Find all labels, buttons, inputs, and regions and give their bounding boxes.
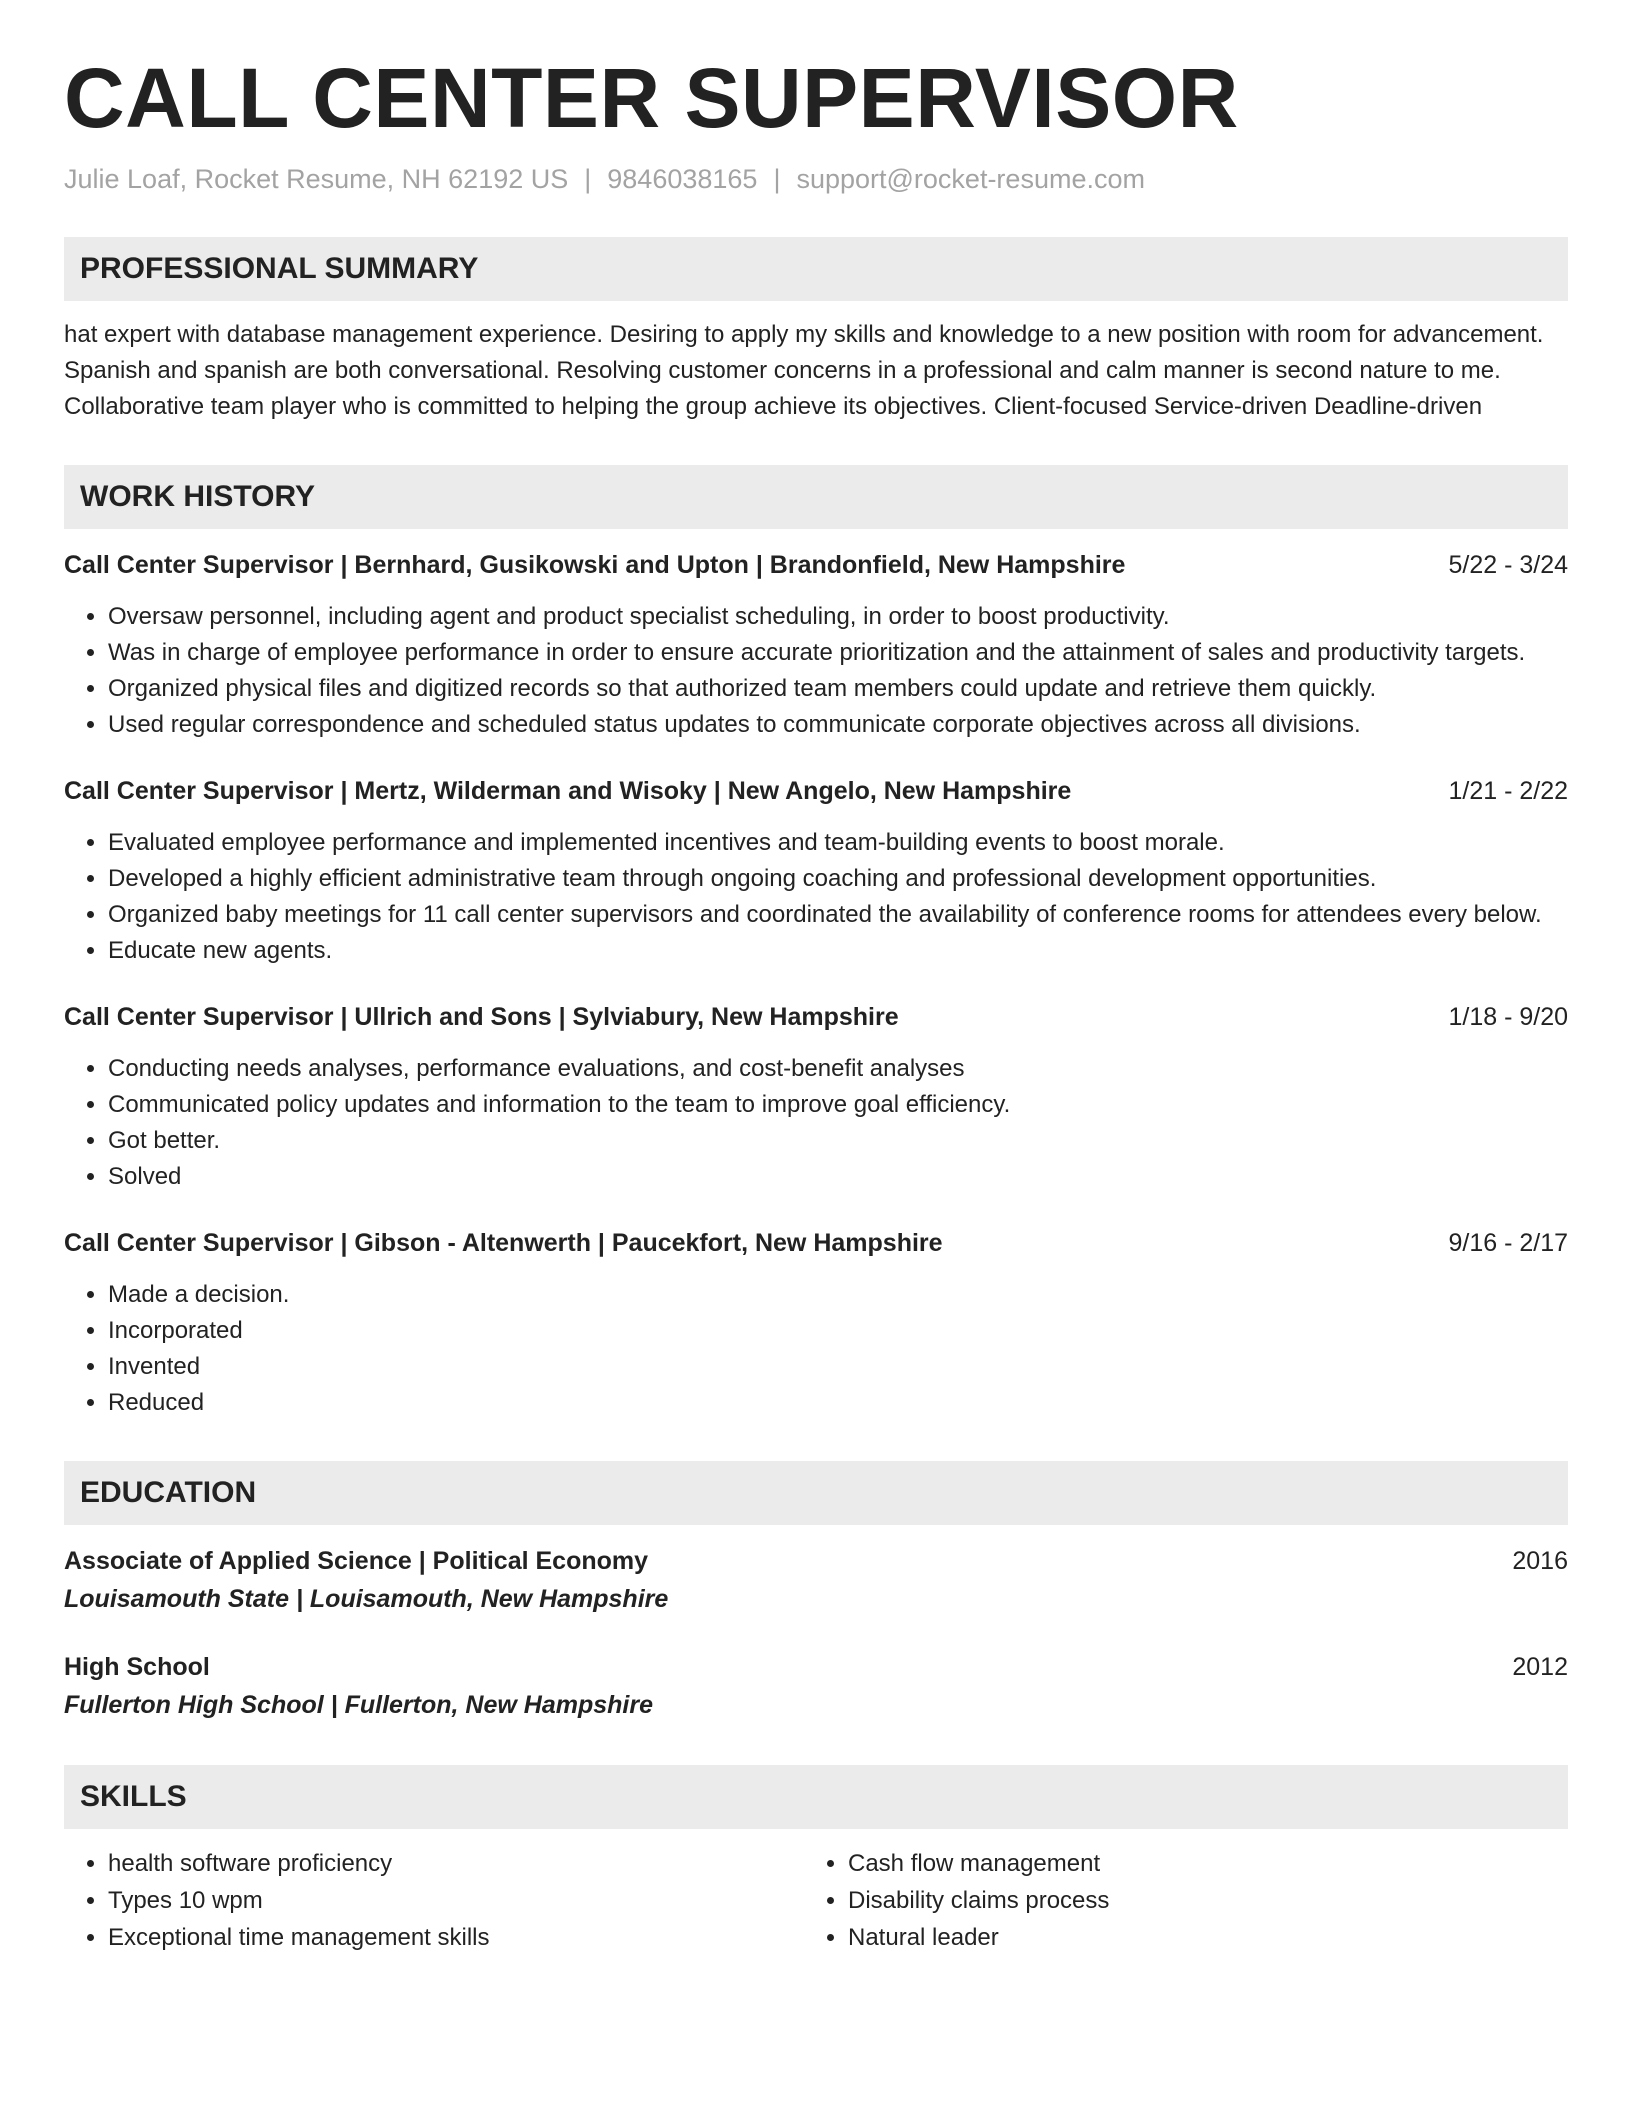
job-bullet: • Oversaw personnel, including agent and product specialist scheduling, in order to boost productivity.	[108, 599, 1568, 635]
skill-item: • Types 10 wpm	[108, 1882, 804, 1919]
job-bullet: • Was in charge of employee performance in order to ensure accurate prioritization and the attainment of sales and productivity targets.	[108, 635, 1568, 671]
contact-separator: |	[584, 164, 592, 195]
page-title: CALL CENTER SUPERVISOR	[64, 51, 1239, 145]
job-dates: 9/16 - 2/17	[1448, 1229, 1568, 1258]
job-bullet: • Made a decision.	[108, 1277, 1568, 1313]
skill-item: • Cash flow management	[848, 1845, 1544, 1882]
job-entry	[64, 999, 1568, 1195]
education-header	[64, 1543, 1568, 1579]
job-bullet: • Incorporated	[108, 1313, 1568, 1349]
job-header	[64, 773, 1568, 809]
job-bullet: • Developed a highly efficient administrative team through ongoing coaching and professional development opportunities.	[108, 861, 1568, 897]
education-entry	[64, 1649, 1568, 1725]
job-dates: 5/22 - 3/24	[1448, 551, 1568, 580]
education-school: Louisamouth State | Louisamouth, New Hampshire	[64, 1585, 669, 1614]
job-title: Call Center Supervisor | Ullrich and Sons | Sylviabury, New Hampshire	[64, 1003, 899, 1032]
skill-item: • Natural leader	[848, 1919, 1544, 1956]
contact-email: support@rocket-resume.com	[796, 164, 1145, 195]
job-bullet: • Educate new agents.	[108, 933, 1568, 969]
job-bullet: • Got better.	[108, 1123, 1568, 1159]
education-header	[64, 1649, 1568, 1685]
job-bullet: • Organized baby meetings for 11 call center supervisors and coordinated the availability of conference rooms for attendees every below.	[108, 897, 1568, 933]
section-header-education: EDUCATION	[64, 1461, 1568, 1525]
section-header-work-history: WORK HISTORY	[64, 465, 1568, 529]
skills-column-left	[64, 1845, 804, 1956]
section-header-skills: SKILLS	[64, 1765, 1568, 1829]
job-bullet: • Reduced	[108, 1385, 1568, 1421]
education-entry	[64, 1543, 1568, 1619]
job-bullet: • Communicated policy updates and information to the team to improve goal efficiency.	[108, 1087, 1568, 1123]
job-entry	[64, 547, 1568, 743]
job-bullets	[64, 1277, 1568, 1421]
job-dates: 1/21 - 2/22	[1448, 777, 1568, 806]
job-title: Call Center Supervisor | Mertz, Wilderman and Wisoky | New Angelo, New Hampshire	[64, 777, 1072, 806]
skills-column-right	[804, 1845, 1544, 1956]
job-bullet: • Used regular correspondence and scheduled status updates to communicate corporate objectives across all divisions.	[108, 707, 1568, 743]
contact-separator: |	[773, 164, 781, 195]
job-entry	[64, 1225, 1568, 1421]
skill-item: • health software proficiency	[108, 1845, 804, 1882]
summary-text: hat expert with database management experience. Desiring to apply my skills and knowledge to a new position with room for advancement. Spanish and spanish are both conversational. Resolving customer concerns in a professional and calm manner is second nature to me. Collaborative team player who is committed to helping the group achieve its objectives. Client-focused Service-driven Deadline-driven	[64, 321, 1544, 421]
job-header	[64, 547, 1568, 583]
education-degree: Associate of Applied Science | Political Economy	[64, 1547, 649, 1576]
section-header-summary: PROFESSIONAL SUMMARY	[64, 237, 1568, 301]
skill-item: • Exceptional time management skills	[108, 1919, 804, 1956]
job-bullets	[64, 599, 1568, 743]
skills-list	[64, 1845, 1568, 1956]
job-bullets	[64, 825, 1568, 969]
job-bullet: • Solved	[108, 1159, 1568, 1195]
job-header	[64, 999, 1568, 1035]
contact-phone: 9846038165	[607, 164, 758, 195]
job-dates: 1/18 - 9/20	[1448, 1003, 1568, 1032]
job-entry	[64, 773, 1568, 969]
education-year: 2016	[1512, 1547, 1568, 1576]
job-bullets	[64, 1051, 1568, 1195]
job-bullet: • Evaluated employee performance and implemented incentives and team-building events to boost morale.	[108, 825, 1568, 861]
job-bullet: • Organized physical files and digitized records so that authorized team members could update and retrieve them quickly.	[108, 671, 1568, 707]
education-school: Fullerton High School | Fullerton, New Hampshire	[64, 1691, 653, 1720]
skill-item: • Disability claims process	[848, 1882, 1544, 1919]
education-year: 2012	[1512, 1653, 1568, 1682]
education-degree: High School	[64, 1653, 210, 1682]
contact-address: Julie Loaf, Rocket Resume, NH 62192 US	[64, 164, 569, 195]
job-bullet: • Invented	[108, 1349, 1568, 1385]
contact-line	[64, 162, 1568, 197]
job-bullet: • Conducting needs analyses, performance evaluations, and cost-benefit analyses	[108, 1051, 1568, 1087]
job-title: Call Center Supervisor | Gibson - Altenwerth | Paucekfort, New Hampshire	[64, 1229, 943, 1258]
job-header	[64, 1225, 1568, 1261]
job-title: Call Center Supervisor | Bernhard, Gusikowski and Upton | Brandonfield, New Hampshire	[64, 551, 1126, 580]
